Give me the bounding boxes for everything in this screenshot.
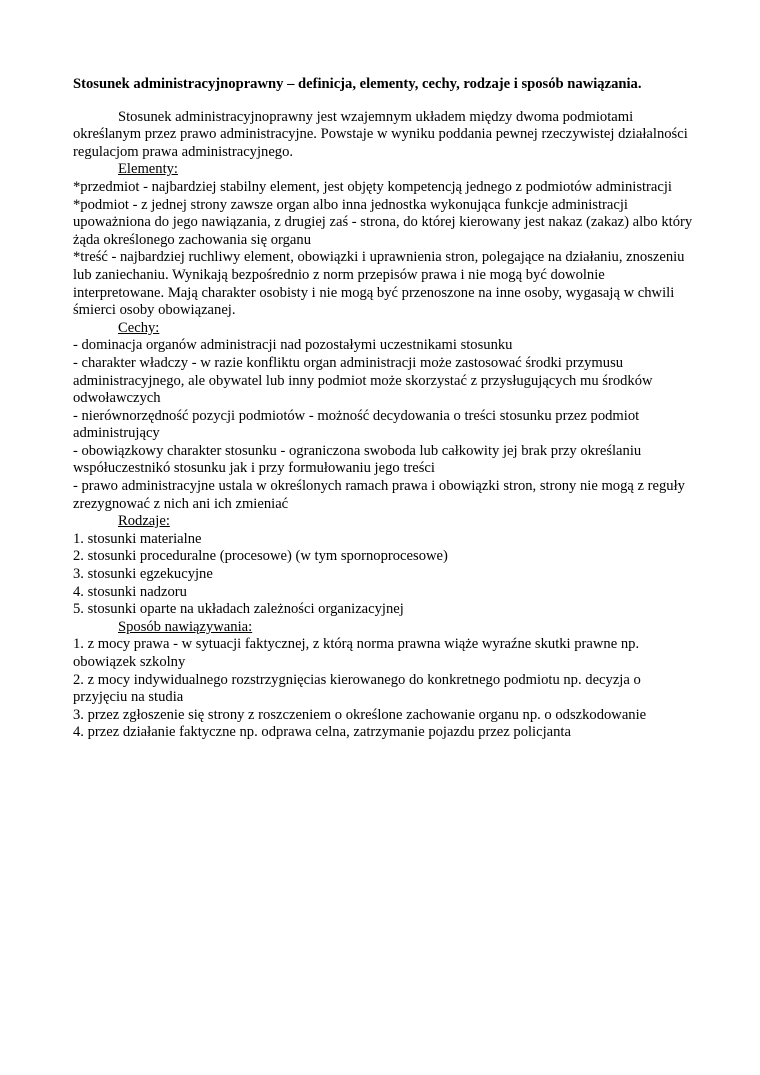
list-item: 1. stosunki materialne xyxy=(73,530,202,547)
list-item: 2. stosunki proceduralne (procesowe) (w tym spornoprocesowe) xyxy=(73,548,448,565)
section-heading-cechy xyxy=(73,320,698,338)
list-item: - dominacja organów administracji nad pozostałymi uczestnikami stosunku xyxy=(73,337,513,354)
section-heading-label: Cechy: xyxy=(118,319,160,336)
list-item: 4. przez działanie faktyczne np. odprawa celna, zatrzymanie pojazdu przez policjanta xyxy=(73,724,571,741)
section-heading-sposob xyxy=(73,619,698,637)
list-item: 1. z mocy prawa - w sytuacji faktycznej, z którą norma prawna wiąże wyraźne skutki prawne np. obowiązek szkolny xyxy=(73,636,640,670)
list-item: 3. stosunki egzekucyjne xyxy=(73,566,213,583)
intro-paragraph: Stosunek administracyjnoprawny jest wzajemnym układem między dwoma podmiotami określanym przez prawo administracyjne. Powstaje w wyniku poddania pewnej rzeczywistej działalności regulacjom prawa administracyjnego. xyxy=(73,108,688,160)
list-item: *podmiot - z jednej strony zawsze organ albo inna jednostka wykonująca funkcje administracji upoważniona do jego nawiązania, z drugiej zaś - strona, do której kierowany jest nakaz (zakaz) albo który żąda określonego zachowania się organu xyxy=(73,196,693,248)
section-heading-label: Rodzaje: xyxy=(118,513,170,530)
list-item: 2. z mocy indywidualnego rozstrzygnięcias kierowanego do konkretnego podmiotu np. decyzja o przyjęciu na studia xyxy=(73,671,641,706)
section-heading-elementy xyxy=(73,161,698,179)
list-item: 4. stosunki nadzoru xyxy=(73,583,187,600)
list-item: - obowiązkowy charakter stosunku - ograniczona swoboda lub całkowity jej brak przy określaniu współuczestnikó stosunku jak i przy formułowaniu jego treści xyxy=(73,442,642,477)
list-item: - prawo administracyjne ustala w określonych ramach prawa i obowiązki stron, strony nie mogą z reguły zrezygnować z nich ani ich zmieniać xyxy=(73,478,685,512)
section-heading-rodzaje xyxy=(73,513,698,531)
list-item: 5. stosunki oparte na układach zależności organizacyjnej xyxy=(73,601,404,618)
list-item: *przedmiot - najbardziej stabilny element, jest objęty kompetencją jednego z podmiotów administracji xyxy=(73,178,672,195)
section-heading-label: Elementy: xyxy=(118,161,178,178)
list-item: - charakter władczy - w razie konfliktu organ administracji może zastosować środki przymusu administracyjnego, ale obywatel lub inny podmiot może skorzystać z przysługujących mu środków odwoławczych xyxy=(73,354,653,407)
list-item: 3. przez zgłoszenie się strony z roszczeniem o określone zachowanie organu np. o odszkodowanie xyxy=(73,706,647,723)
section-heading-label: Sposób nawiązywania: xyxy=(118,618,253,635)
document-page xyxy=(73,76,698,742)
document-title: Stosunek administracyjnoprawny – definicja, elementy, cechy, rodzaje i sposób nawiązania. xyxy=(73,76,642,92)
list-item: - nierównorzędność pozycji podmiotów - możność decydowania o treści stosunku przez podmiot administrujący xyxy=(73,407,640,442)
list-item: *treść - najbardziej ruchliwy element, obowiązki i uprawnienia stron, polegające na działaniu, znoszeniu lub zaniechaniu. Wynikają bezpośrednio z norm przepisów prawa i nie mogą być dowolnie interpretowane. Mają charakter osobisty i nie mogą być przenoszone na inne osoby, wygasają w chwili śmierci osoby obowiązanej. xyxy=(73,249,685,319)
